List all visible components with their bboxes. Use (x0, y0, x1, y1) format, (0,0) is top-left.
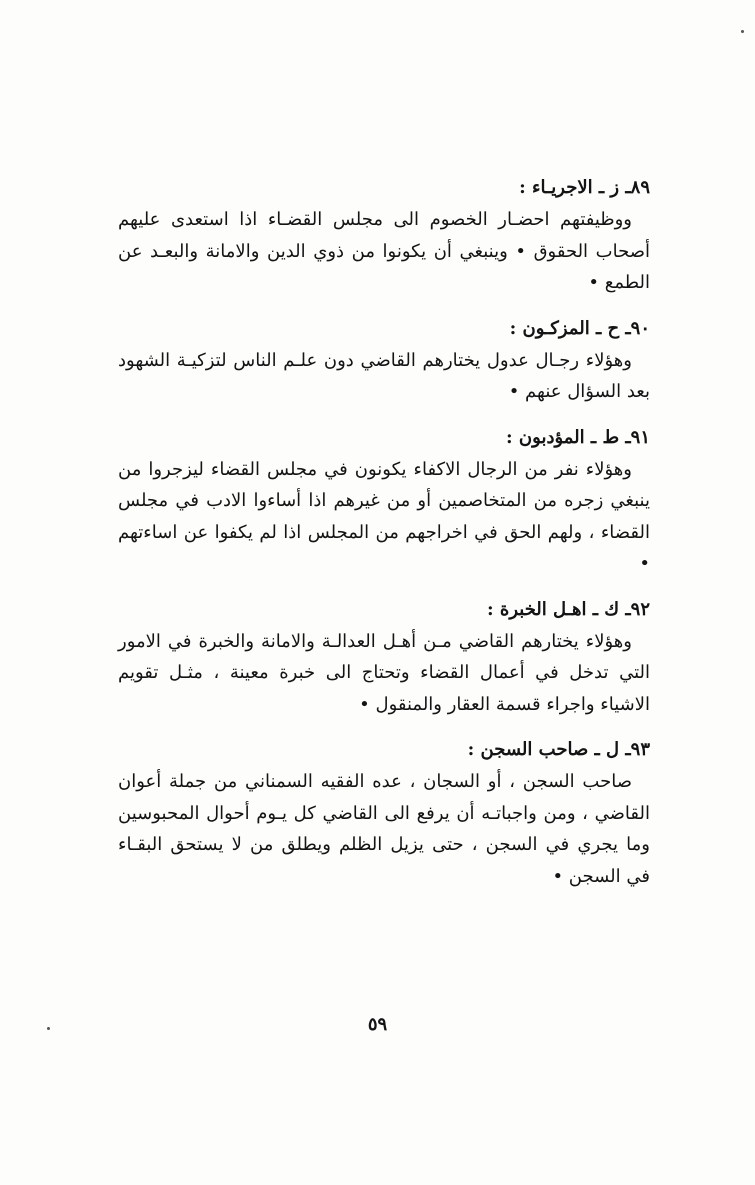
section-93 (118, 728, 650, 892)
section-paragraph: وهؤلاء رجـال عدول يختارهم القاضي دون علـم الناس لتزكيـة الشهود بعد السؤال عنهم • (118, 349, 650, 402)
text-body (118, 166, 650, 900)
section-paragraph: صاحب السجن ، أو السجان ، عده الفقيه السمناني من جملة أعوان القاضي ، ومن واجباتـه أن يرفع الى القاضي كل يـوم أحوال المحبوسين وما يجري في السجن ، حتى يزيل الظلم ويطلق من لا يستحق البقـاء في السجن • (118, 771, 650, 887)
section-89 (118, 166, 650, 299)
page-number: ٥٩ (367, 1014, 388, 1035)
section-heading: ٩٣ـ ل ـ صاحب السجن : (467, 739, 650, 760)
section-heading: ٨٩ـ ز ـ الاجريـاء : (519, 177, 650, 198)
section-paragraph: ووظيفتهم احضـار الخصوم الى مجلس القضـاء اذا استعدى عليهم أصحاب الحقوق • وينبغي أن يكونوا من ذوي الدين والامانة والبعـد عن الطمع • (118, 209, 650, 293)
section-paragraph: وهؤلاء يختارهم القاضي مـن أهـل العدالـة والامانة والخبرة في الامور التي تدخل في أعمال القضاء وتحتاج الى خبرة معينة ، مثـل تقويم الاشياء واجراء قسمة العقار والمنقول • (118, 630, 650, 715)
section-92 (118, 588, 650, 721)
section-paragraph: وهؤلاء نفر من الرجال الاكفاء يكونون في مجلس القضاء ليزجروا من ينبغي زجره من المتخاصمين أو من غيرهم اذا أساءوا الادب في مجلس القضاء ، ولهم الحق في اخراجهم من المجلس اذا لم يكفوا عن اساءتهم • (118, 458, 650, 574)
section-heading: ٩٠ـ ح ـ المزكـون : (509, 317, 650, 339)
section-heading: ٩٢ـ ك ـ اهـل الخبرة : (486, 598, 650, 620)
section-90 (118, 307, 650, 408)
scan-speck (741, 30, 744, 33)
section-heading: ٩١ـ ط ـ المؤدبون : (506, 426, 650, 448)
scan-speck (47, 1027, 50, 1030)
section-91 (118, 416, 650, 580)
